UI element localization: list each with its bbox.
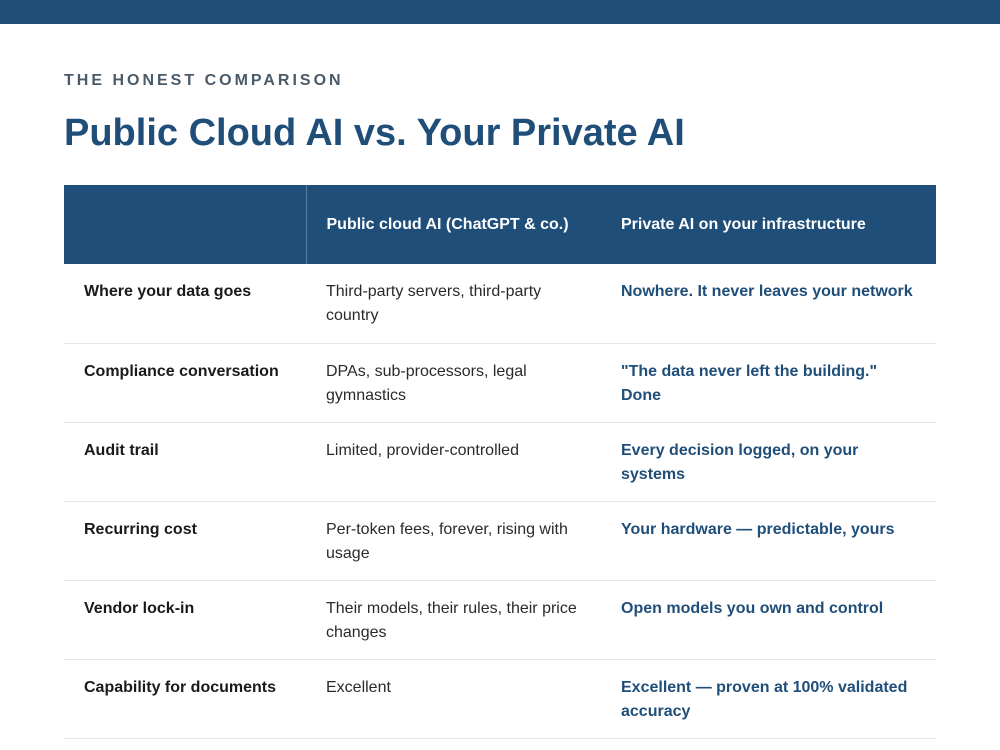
table-row	[64, 422, 936, 501]
table-row	[64, 264, 936, 343]
public-cloud-cell: Limited, provider-controlled	[326, 441, 519, 459]
top-accent-bar	[0, 0, 1000, 24]
table-row	[64, 343, 936, 422]
table-header-row	[64, 185, 936, 264]
row-label: Capability for documents	[84, 678, 277, 696]
public-cloud-cell: Excellent	[326, 678, 391, 696]
row-label: Where your data goes	[84, 283, 252, 300]
public-cloud-cell: DPAs, sub-processors, legal gymnastics	[326, 362, 527, 404]
table-row	[64, 501, 936, 580]
row-label: Audit trail	[84, 441, 159, 459]
eyebrow-label: THE HONEST COMPARISON	[64, 72, 344, 89]
private-ai-cell: Open models you own and control	[621, 599, 884, 617]
table-row	[64, 580, 936, 659]
row-label: Compliance conversation	[84, 362, 279, 380]
row-label: Vendor lock-in	[84, 599, 195, 617]
page-title: Public Cloud AI vs. Your Private AI	[64, 112, 685, 154]
private-ai-cell: Nowhere. It never leaves your network	[621, 283, 913, 300]
private-ai-cell: Every decision logged, on your systems	[621, 441, 859, 483]
header-private-ai: Private AI on your infrastructure	[621, 215, 866, 233]
row-label: Recurring cost	[84, 520, 197, 538]
comparison-table	[64, 185, 936, 739]
private-ai-cell: "The data never left the building." Done	[621, 362, 878, 404]
public-cloud-cell: Third-party servers, third-party country	[326, 283, 542, 324]
public-cloud-cell: Per-token fees, forever, rising with usage	[326, 520, 568, 562]
header-empty-cell	[64, 185, 306, 264]
private-ai-cell: Excellent — proven at 100% validated accuracy	[621, 678, 908, 720]
table-row	[64, 659, 936, 738]
header-public-cloud: Public cloud AI (ChatGPT & co.)	[326, 215, 569, 233]
private-ai-cell: Your hardware — predictable, yours	[621, 520, 895, 538]
public-cloud-cell: Their models, their rules, their price changes	[326, 599, 577, 641]
